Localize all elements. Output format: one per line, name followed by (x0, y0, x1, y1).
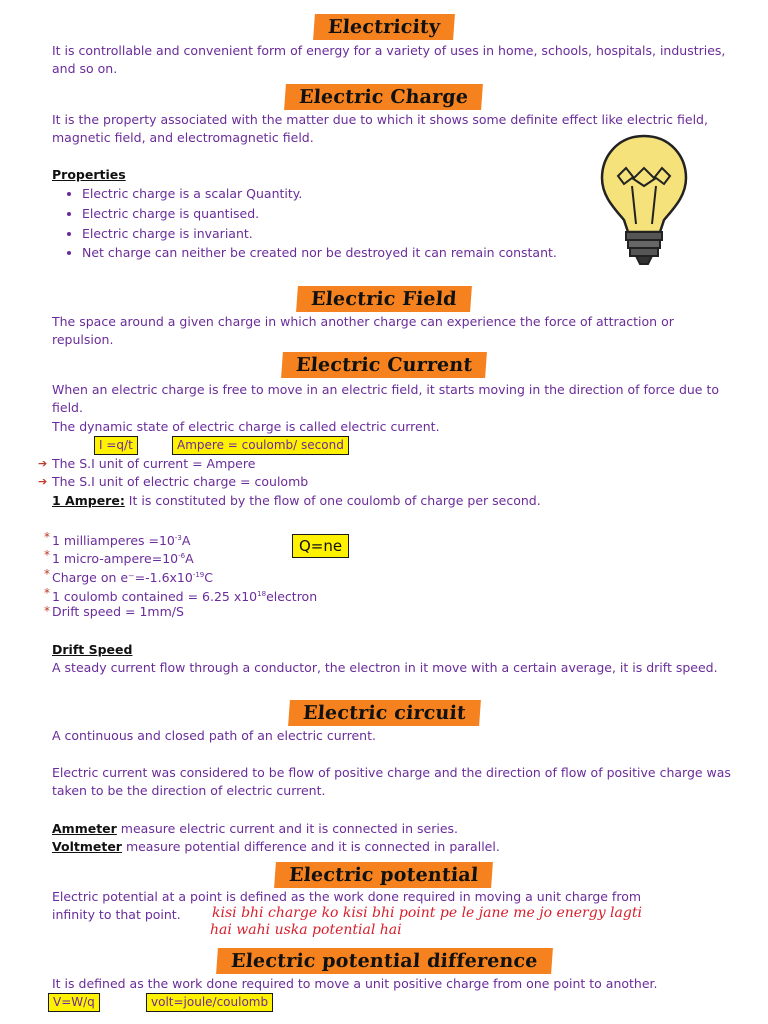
voltmeter-line: Voltmeter measure potential difference and it is connected in parallel. (52, 839, 500, 854)
electricity-text: It is controllable and convenient form of energy for a variety of uses in home, schools, hospitals, industries, and so on. (52, 43, 726, 76)
heading-electricity: Electricity (0, 14, 768, 40)
fact-item: Charge on $e^-=-1.6x10^{-19}C$ (52, 570, 213, 586)
fact-item: Drift speed = 1mm/S (52, 604, 184, 619)
heading-electric-circuit: Electric circuit (0, 700, 768, 726)
handwritten-note-line-1: kisi bhi charge ko kisi bhi point pe le jane me jo energy lagti (212, 905, 642, 921)
formula-box-q: Q=ne (292, 534, 349, 558)
potential-text-line-2: infinity to that point. (52, 907, 181, 922)
fact-item: 1 coulomb contained = 6.25 $x10^{18}electron$ (52, 589, 318, 605)
list-item: • Electric charge is invariant. (82, 224, 557, 244)
charge-text: It is the property associated with the matter due to which it shows some definite effect like electric field, magnetic field, and electromagnetic field. (52, 112, 708, 145)
star-icon: * (44, 530, 50, 544)
heading-electric-charge: Electric Charge (0, 84, 768, 110)
circuit-text-2: Electric current was considered to be flow of positive charge and the direction of flow of positive charge was taken to be the direction of electric current. (52, 765, 731, 798)
star-icon: * (44, 604, 50, 618)
current-text-2: The dynamic state of electric charge is called electric current. (52, 419, 440, 434)
current-text-1: When an electric charge is free to move in an electric field, it starts moving in the direction of force due to field. (52, 382, 720, 415)
fact-item: 1 micro-$ampere=10^{-6}A$ (52, 551, 194, 567)
drift-speed-text: A steady current flow through a conductor, the electron in it move with a certain average, it is drift speed. (52, 660, 718, 675)
list-item: • Electric charge is quantised. (82, 204, 557, 224)
properties-list (62, 184, 557, 263)
ammeter-line: Ammeter measure electric current and it is connected in series. (52, 821, 459, 836)
formula-box-volt-unit: volt=joule/coulomb (146, 993, 273, 1012)
circuit-text-1: A continuous and closed path of an electric current. (52, 728, 376, 743)
ampere-definition: 1 Ampere: It is constituted by the flow of one coulomb of charge per second. (52, 493, 541, 508)
handwritten-note-line-2: hai wahi uska potential hai (210, 922, 402, 938)
heading-electric-potential-difference: Electric potential difference (0, 948, 768, 974)
light-bulb-icon (598, 132, 690, 272)
potential-difference-text: It is defined as the work done required to move a unit positive charge from one point to another. (52, 976, 658, 991)
drift-speed-title: Drift Speed (52, 642, 133, 657)
star-icon: * (44, 586, 50, 600)
heading-electric-current: Electric Current (0, 352, 768, 378)
list-item: • Electric charge is a scalar Quantity. (82, 184, 557, 204)
list-item: • Net charge can neither be created nor be destroyed it can remain constant. (82, 243, 557, 263)
potential-text-line-1: Electric potential at a point is defined as the work done required in moving a unit charge from (52, 889, 642, 904)
heading-electric-field: Electric Field (0, 286, 768, 312)
arrow-icon: ➔ (38, 475, 48, 488)
si-unit-charge: The S.I unit of electric charge = coulomb (52, 474, 309, 489)
arrow-icon: ➔ (38, 457, 48, 470)
properties-title: Properties (52, 167, 126, 182)
si-unit-current: The S.I unit of current = Ampere (52, 456, 256, 471)
fact-item: 1 milliamperes $=10^{-3}A$ (52, 533, 191, 549)
formula-box-current: I =q/t (94, 436, 138, 455)
field-text: The space around a given charge in which another charge can experience the force of attraction or repulsion. (52, 314, 674, 347)
star-icon: * (44, 548, 50, 562)
formula-box-ampere: Ampere = coulomb/ second (172, 436, 349, 455)
heading-electric-potential: Electric potential (0, 862, 768, 888)
star-icon: * (44, 567, 50, 581)
formula-box-voltage: V=W/q (48, 993, 100, 1012)
